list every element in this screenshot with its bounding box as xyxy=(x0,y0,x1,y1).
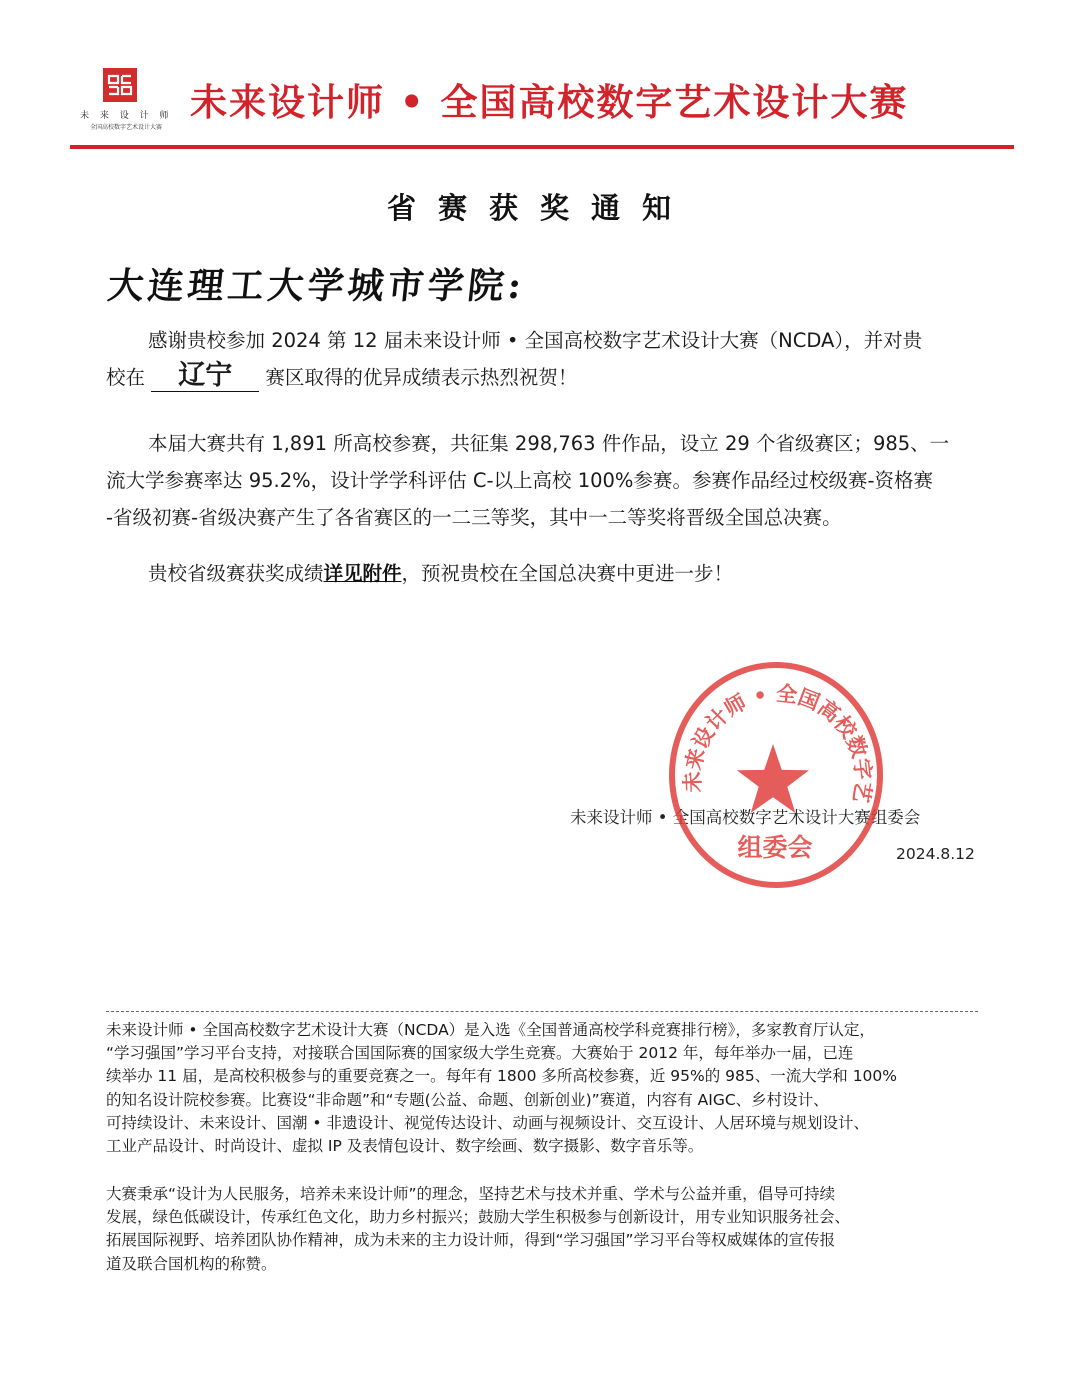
paragraph-line xyxy=(106,555,986,592)
logo-text: 未 来 设 计 师 xyxy=(80,111,173,121)
text-fragment: 贵校省级赛获奖成绩 xyxy=(148,562,324,585)
text-fragment: ，预祝贵校在全国总决赛中更进一步！ xyxy=(401,562,734,585)
footer-line: 发展，绿色低碳设计，传承红色文化，助力乡村振兴；鼓励大学生积极参与创新设计，用专业知识服务社会、 xyxy=(106,1208,851,1227)
paragraph-line: 感谢贵校参加 2024 第 12 届未来设计师 • 全国高校数字艺术设计大赛（NCDA），并对贵 xyxy=(148,329,923,352)
region-field: 辽宁 xyxy=(151,361,259,392)
paragraph-line: 流大学参赛率达 95.2%，设计学学科评估 C-以上高校 100%参赛。参赛作品经过校级赛-资格赛 xyxy=(106,469,933,492)
footer-line: 拓展国际视野、培养团队协作精神，成为未来的主力设计师，得到“学习强国”学习平台等权威媒体的宣传报 xyxy=(106,1231,836,1250)
official-seal xyxy=(665,660,887,890)
attachment-link[interactable]: 详见附件 xyxy=(323,562,402,585)
text-fragment: 赛区取得的优异成绩表示热烈祝贺！ xyxy=(265,366,578,389)
logo-subtext: 全国高校数字艺术设计大赛 xyxy=(89,124,162,131)
footer-line: 大赛秉承“设计为人民服务，培养未来设计师”的理念，坚持艺术与技术并重、学术与公益并重，倡导可持续 xyxy=(106,1185,836,1203)
header-divider xyxy=(70,145,1014,149)
footer-intro xyxy=(106,1019,982,1158)
footer-line: 可持续设计、未来设计、国潮 • 非遗设计、视觉传达设计、动画与视频设计、交互设计、人居环境与规划设计、 xyxy=(106,1113,870,1132)
paragraph-attachment xyxy=(106,555,986,592)
signature-org: 未来设计师 • 全国高校数字艺术设计大赛组委会 xyxy=(570,808,921,827)
recipient-school: 大连理工大学城市学院: xyxy=(105,265,528,307)
seal-ring-text: 未来设计师 • 全国高校数字艺 xyxy=(679,680,877,805)
footer-line: “学习强国”学习平台支持，对接联合国国际赛的国家级大学生竞赛。大赛始于 2012 年，每年举办一届，已连 xyxy=(106,1044,854,1063)
paragraph-line xyxy=(106,359,986,396)
paragraph-congratulations xyxy=(106,322,986,396)
footer-line: 未来设计师 • 全国高校数字艺术设计大赛（NCDA）是入选《全国普通高校学科竞赛排行榜》，多家教育厅认定， xyxy=(106,1021,875,1039)
seal-star-icon xyxy=(737,744,809,813)
footer-mission xyxy=(106,1183,982,1276)
text-fragment: 校在 xyxy=(106,366,146,389)
paragraph-line: 本届大赛共有 1,891 所高校参赛，共征集 298,763 件作品，设立 29 个省级赛区；985、一 xyxy=(148,432,950,455)
paragraph-line: -省级初赛-省级决赛产生了各省赛区的一二三等奖，其中一二等奖将晋级全国总决赛。 xyxy=(106,506,842,529)
logo-mark xyxy=(103,68,137,102)
footer-divider xyxy=(106,1011,978,1012)
footer-line: 续举办 11 届，是高校积极参与的重要竞赛之一。每年有 1800 多所高校参赛，近 95%的 985、一流大学和 100% xyxy=(106,1067,898,1086)
footer-line: 工业产品设计、时尚设计、虚拟 IP 及表情包设计、数字绘画、数字摄影、数字音乐等。 xyxy=(106,1136,704,1155)
notice-title: 省赛获奖通知 xyxy=(386,191,693,225)
seal-center-text: 组委会 xyxy=(737,833,813,862)
paragraph-statistics xyxy=(106,425,986,536)
signature-date: 2024.8.12 xyxy=(896,845,975,863)
footer-line: 道及联合国机构的称赞。 xyxy=(106,1254,277,1273)
brand-logo xyxy=(80,68,172,134)
footer-line: 的知名设计院校参赛。比赛设“非命题”和“专题(公益、命题、创新创业)”赛道，内容有 AIGC、乡村设计、 xyxy=(106,1090,829,1109)
header-title: 未来设计师 • 全国高校数字艺术设计大赛 xyxy=(190,81,909,124)
